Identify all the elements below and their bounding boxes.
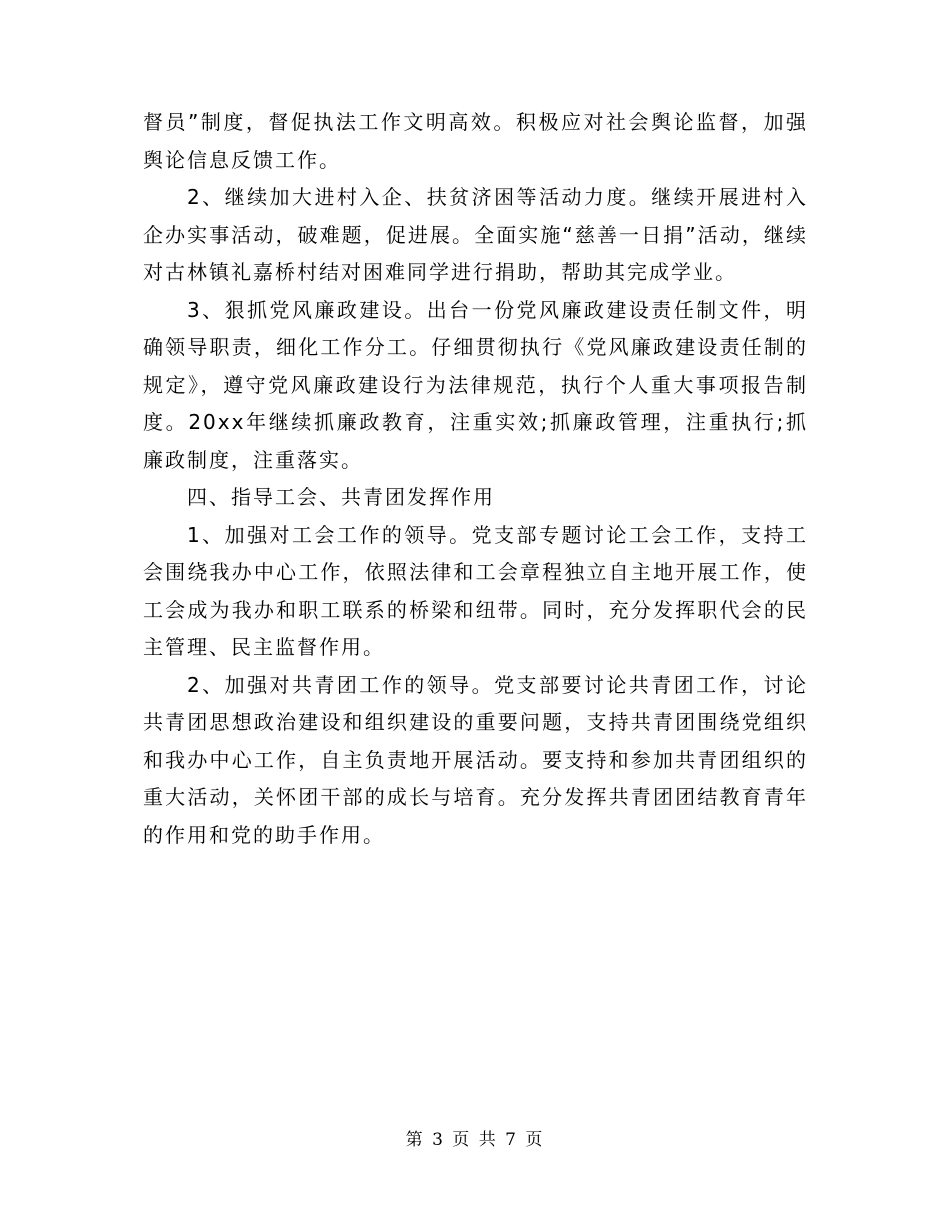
paragraph-youth-league-leadership: 2、加强对共青团工作的领导。党支部要讨论共青团工作，讨论共青团思想政治建设和组织建设的重要问题，支持共青团围绕党组织和我办中心工作，自主负责地开展活动。要支持和参加共青团组织的重大活动，关怀团干部的成长与培育。充分发挥共青团团结教育青年的作用和党的助手作用。 [143,672,808,847]
paragraph-union-leadership: 1、加强对工会工作的领导。党支部专题讨论工会工作，支持工会围绕我办中心工作，依照法律和工会章程独立自主地开展工作，使工会成为我办和职工联系的桥梁和纽带。同时，充分发挥职代会的民主管理、民主监督作用。 [143,522,808,659]
document-body [143,104,808,854]
paragraph-village-enterprise-activities: 2、继续加大进村入企、扶贫济困等活动力度。继续开展进村入企办实事活动，破难题，促进展。全面实施“慈善一日捐”活动，继续对古林镇礼嘉桥村结对困难同学进行捐助，帮助其完成学业。 [143,185,808,284]
page-number-footer: 第 3 页 共 7 页 [405,1130,545,1150]
paragraph-clean-governance: 3、狠抓党风廉政建设。出台一份党风廉政建设责任制文件，明确领导职责，细化工作分工。仔细贯彻执行《党风廉政建设责任制的规定》，遵守党风廉政建设行为法律规范，执行个人重大事项报告制度。20xx年继续抓廉政教育，注重实效;抓廉政管理，注重执行;抓廉政制度，注重落实。 [143,297,808,472]
paragraph-supervisor-system: 督员”制度，督促执法工作文明高效。积极应对社会舆论监督，加强舆论信息反馈工作。 [143,110,808,172]
section-heading-union-league: 四、指导工会、共青团发挥作用 [187,485,495,509]
